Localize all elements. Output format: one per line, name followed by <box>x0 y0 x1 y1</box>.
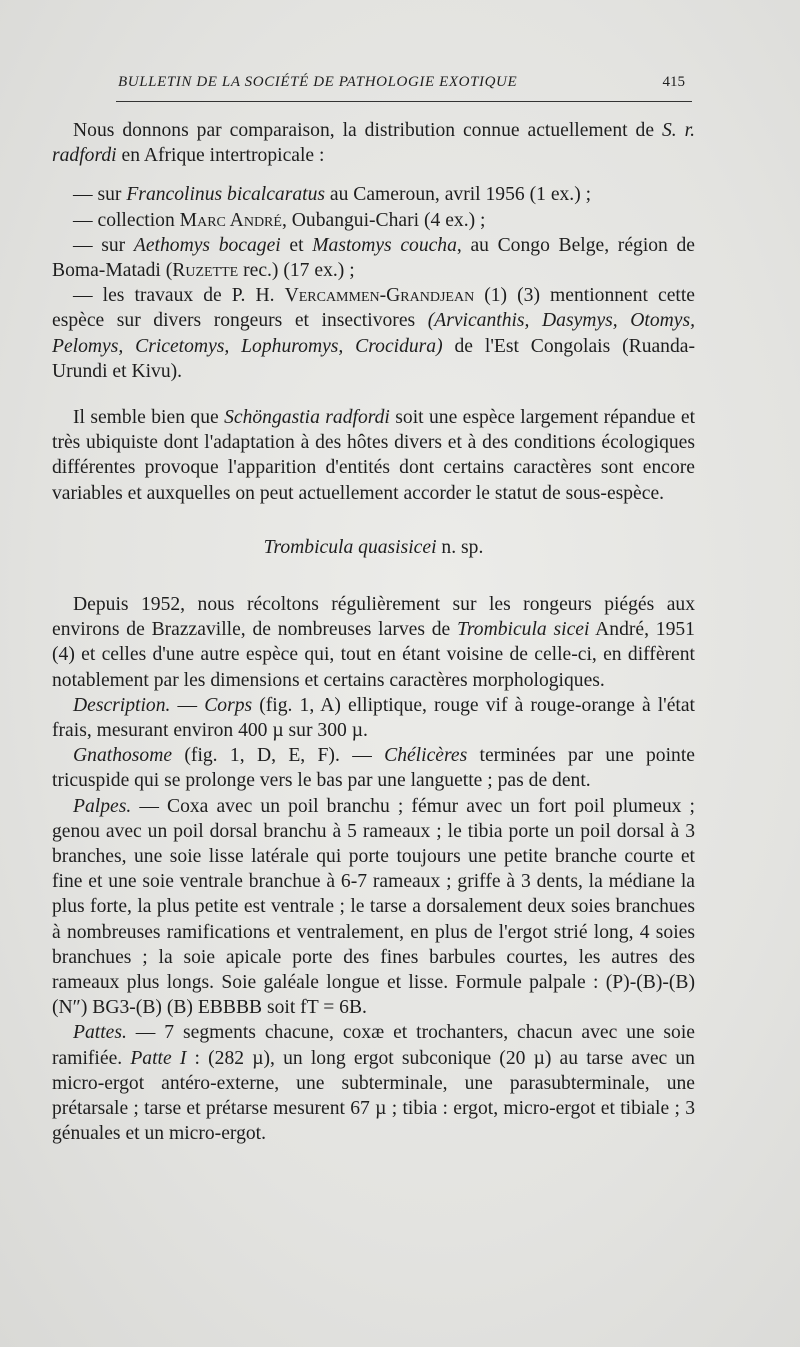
conclusion-paragraph: Il semble bien que Schöngastia radfordi soit une espèce largement répandue et très ubiquiste dont l'adaptation à des hôtes divers et à des conditions écologiques différentes provoque l'apparition d'entités dont certains caractères sont encore variables et auxquelles on peut actuellement accorder le statut de sous-espèce. <box>52 407 696 504</box>
upper-text-block <box>52 118 695 506</box>
running-header <box>118 74 685 91</box>
body-paragraph: Depuis 1952, nous récoltons régulièrement sur les rongeurs piégés aux environs de Brazzaville, de nombreuses larves de Trombicula sicei André, 1951 (4) et celles d'une autre espèce qui, tout en étant voisine de celle-ci, en diffèrent notablement par les dimensions et certains caractères morphologiques. <box>52 594 695 691</box>
intro-paragraph: Nous donnons par comparaison, la distribution connue actuellement de S. r. radfordi en Afrique intertropicale : <box>52 120 695 167</box>
description-paragraph: Description. — Corps (fig. 1, A) elliptique, rouge vif à rouge-orange à l'état frais, mesurant environ 400 µ sur 300 µ. <box>52 694 695 742</box>
pattes-paragraph: Pattes. — 7 segments chacune, coxæ et trochanters, chacun avec une soie ramifiée. Patte I : (282 µ), un long ergot subconique (20 µ) au tarse avec un micro-ergot antéro-externe, une subterminale, une parasubterminale, une prétarsale ; tarse et prétarse mesurent 67 µ ; tibia : ergot, micro-ergot et tibiale ; 3 génuales et un micro-ergot. <box>52 1022 695 1145</box>
section-title: Trombicula quasisicei n. sp. <box>263 537 484 558</box>
list-item: — sur Francolinus bicalcaratus au Cameroun, avril 1956 (1 ex.) ; <box>73 184 592 206</box>
list-item: — sur Aethomys bocagei et Mastomys coucha, au Congo Belge, région de Boma-Matadi (Ruzette rec.) (17 ex.) ; <box>52 234 696 282</box>
page-number: 415 <box>662 74 685 90</box>
gnathosome-paragraph: Gnathosome (fig. 1, D, E, F). — Chélicères terminées par une pointe tricuspide qui se prolonge vers le bas par une languette ; pas de dent. <box>52 745 695 792</box>
journal-title: BULLETIN DE LA SOCIÉTÉ DE PATHOLOGIE EXOTIQUE <box>118 74 518 90</box>
lower-text-block <box>52 592 695 1146</box>
palpes-paragraph: Palpes. — Coxa avec un poil branchu ; fémur avec un fort poil plumeux ; genou avec un poil dorsal branchu à 5 rameaux ; le tibia porte un poil dorsal à 3 branches, une soie lisse latérale qui porte toujours une petite branche courte et fine et une soie ventrale branchue à 6-7 rameaux ; griffe à 3 dents, la médiane la plus forte, la plus petite est ventrale ; le tarse a dorsalement deux soies branchues à nombreuses ramifications et ventralement, en plus de l'ergot strié long, 4 soies branchues ; la soie apicale porte des fines barbules courtes, les autres des rameaux plus longs. Soie galéale longue et lisse. Formule palpale : (P)-(B)-(B) (N″) BG3-(B) (B) EBBBB soit fT = 6B. <box>52 795 695 1019</box>
list-item: — les travaux de P. H. Vercammen-Grandjean (1) (3) mentionnent cette espèce sur divers rongeurs et insectivores (Arvicanthis, Dasymys, Otomys, Pelomys, Cricetomys, Lophuromys, Crocidura) de l'Est Congolais (Ruanda-Urundi et Kivu). <box>52 285 696 382</box>
header-rule <box>116 101 692 102</box>
list-item: — collection Marc André, Oubangui-Chari (4 ex.) ; <box>73 209 486 231</box>
